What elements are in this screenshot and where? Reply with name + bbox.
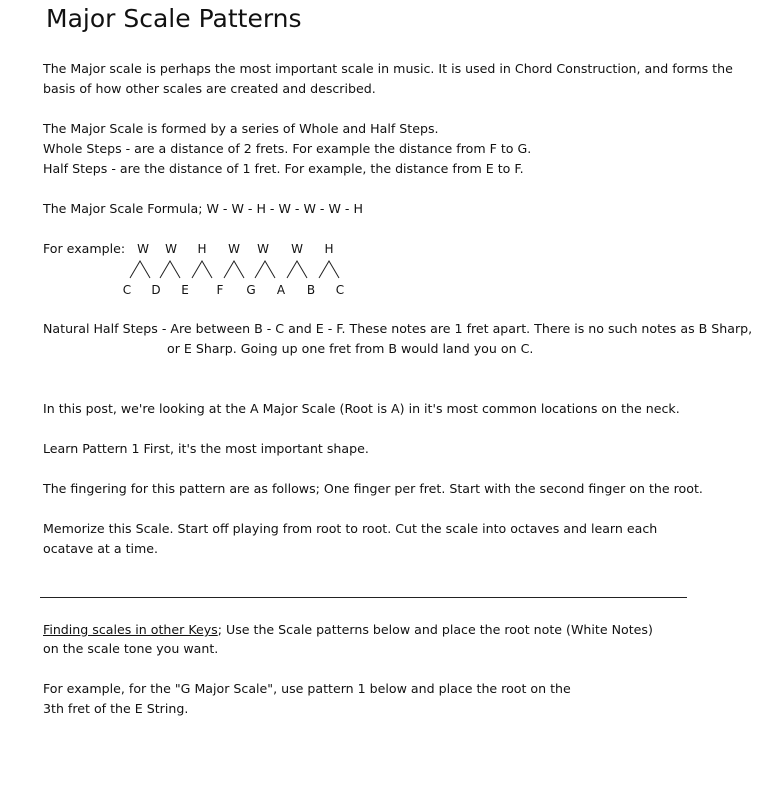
note-label: B bbox=[306, 283, 316, 297]
finding-scales-line-1 bbox=[43, 620, 653, 640]
natural-half-steps-line-2: or E Sharp. Going up one fret from B would land you on C. bbox=[167, 341, 534, 356]
step-caret bbox=[224, 261, 244, 278]
step-label: H bbox=[197, 242, 207, 256]
example-label: For example: bbox=[43, 241, 126, 256]
step-caret bbox=[287, 261, 307, 278]
step-caret bbox=[255, 261, 275, 278]
post-intro: In this post, we're looking at the A Major Scale (Root is A) in it's most common locations on the neck. bbox=[43, 401, 680, 416]
step-caret bbox=[160, 261, 180, 278]
step-label: W bbox=[257, 242, 269, 256]
step-label: W bbox=[291, 242, 303, 256]
step-label: H bbox=[324, 242, 334, 256]
note-label: A bbox=[276, 283, 286, 297]
memorize-line-2: ocatave at a time. bbox=[43, 541, 159, 556]
major-scale-formula: The Major Scale Formula; W - W - H - W - W - W - H bbox=[43, 201, 363, 216]
note-label: C bbox=[335, 283, 345, 297]
section-divider bbox=[40, 597, 687, 598]
scale-step-diagram bbox=[120, 240, 360, 300]
step-caret bbox=[192, 261, 212, 278]
step-label: W bbox=[137, 242, 149, 256]
finding-scales-heading: Finding scales in other Keys bbox=[43, 622, 218, 637]
step-caret bbox=[130, 261, 150, 278]
steps-intro: The Major Scale is formed by a series of Whole and Half Steps. bbox=[43, 121, 439, 136]
finding-scales-line-2: on the scale tone you want. bbox=[43, 641, 219, 656]
step-label: W bbox=[228, 242, 240, 256]
note-label: C bbox=[122, 283, 132, 297]
note-label: E bbox=[181, 283, 189, 297]
memorize-line-1: Memorize this Scale. Start off playing from root to root. Cut the scale into octaves and learn each bbox=[43, 521, 658, 536]
finding-scales-text: ; Use the Scale patterns below and place the root note (White Notes) bbox=[217, 622, 653, 637]
half-steps-definition: Half Steps - are the distance of 1 fret. For example, the distance from E to F. bbox=[43, 161, 524, 176]
step-caret bbox=[319, 261, 339, 278]
fingering-note: The fingering for this pattern are as follows; One finger per fret. Start with the second finger on the root. bbox=[43, 481, 703, 496]
g-major-example-line-1: For example, for the "G Major Scale", use pattern 1 below and place the root on the bbox=[43, 681, 571, 696]
natural-half-steps-line-1: Natural Half Steps - Are between B - C and E - F. These notes are 1 fret apart. There is no such notes as B Sharp, bbox=[43, 321, 753, 336]
page-title: Major Scale Patterns bbox=[46, 4, 302, 33]
g-major-example-line-2: 3th fret of the E String. bbox=[43, 701, 189, 716]
learn-pattern-note: Learn Pattern 1 First, it's the most important shape. bbox=[43, 441, 369, 456]
step-label: W bbox=[165, 242, 177, 256]
whole-steps-definition: Whole Steps - are a distance of 2 frets. For example the distance from F to G. bbox=[43, 141, 532, 156]
note-label: G bbox=[246, 283, 256, 297]
note-label: D bbox=[151, 283, 161, 297]
intro-line-1: The Major scale is perhaps the most important scale in music. It is used in Chord Construction, and forms the bbox=[43, 61, 733, 76]
intro-line-2: basis of how other scales are created and described. bbox=[43, 81, 376, 96]
note-label: F bbox=[216, 283, 224, 297]
